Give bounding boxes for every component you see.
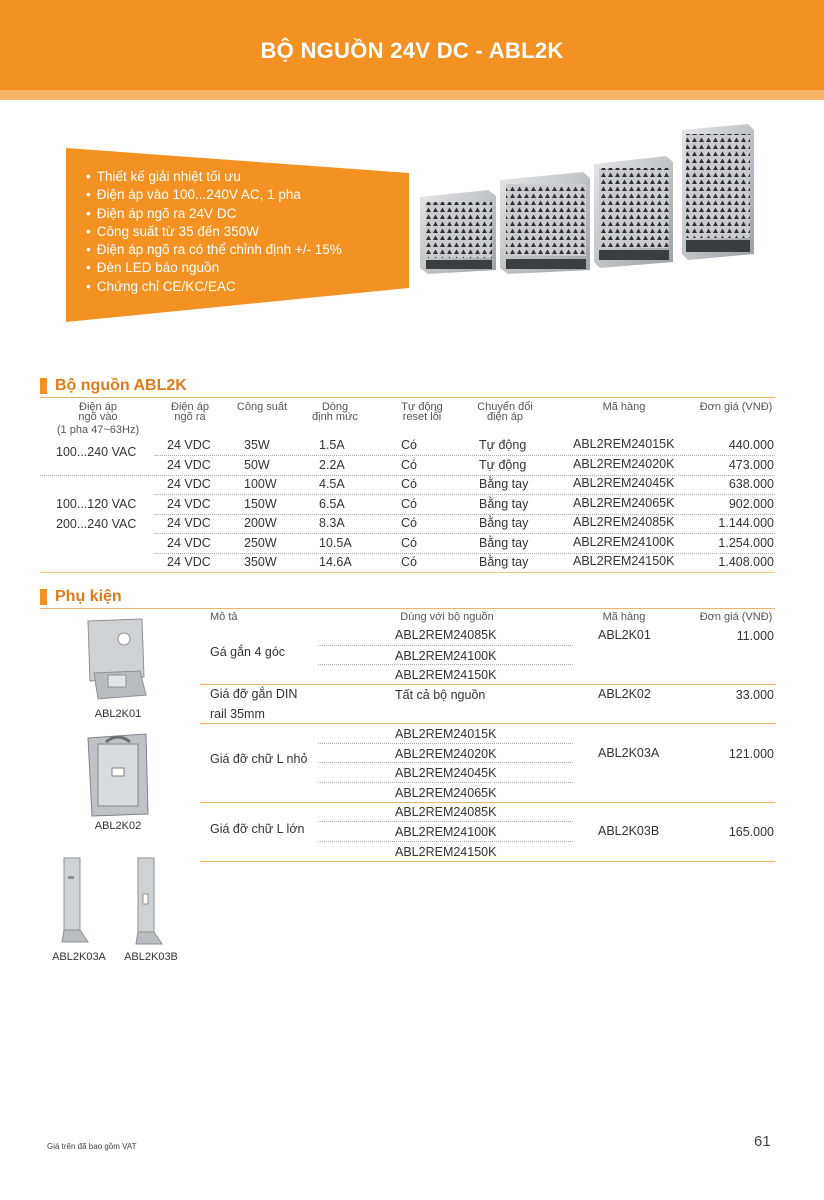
feature-item: • Điện áp ngõ ra 24V DC [86, 205, 342, 223]
col-head-code: Mã hàng [602, 401, 646, 413]
section-accessories-heading [40, 588, 122, 606]
section-rule [40, 397, 775, 398]
section-rule [40, 608, 775, 609]
group-rule [200, 684, 775, 685]
acc-image-label: ABL2K03A [52, 951, 106, 963]
row-divider [155, 533, 775, 534]
col-head-power: Công suất [236, 401, 288, 413]
row-divider [318, 743, 573, 744]
acc-image-label: ABL2K03B [124, 951, 178, 963]
row-divider [318, 841, 573, 842]
section-title: Phụ kiện [55, 588, 122, 605]
feature-list [86, 168, 342, 296]
group-rule [200, 802, 775, 803]
page-number: 61 [754, 1133, 771, 1150]
feature-item: • Công suất từ 35 đến 350W [86, 223, 342, 241]
col-head-price: Đơn giá (VNĐ) [699, 401, 773, 413]
acc-col-head-code: Mã hàng [602, 611, 646, 623]
psu-small-image [420, 190, 496, 274]
section-marker [40, 378, 47, 394]
acc-col-head-price: Đơn giá (VNĐ) [699, 611, 773, 623]
feature-item: • Thiết kế giải nhiệt tối ưu [86, 168, 342, 186]
input-group-label: 200...240 VAC [56, 517, 137, 531]
section-psu-heading [40, 377, 187, 395]
row-divider [318, 762, 573, 763]
vat-footnote: Giá trên đã bao gồm VAT [47, 1142, 137, 1151]
abl2k03a-image [62, 858, 88, 942]
col-head-reset: Tự động reset lỗi [401, 401, 443, 423]
row-divider [155, 494, 775, 495]
acc-image-label: ABL2K02 [94, 820, 142, 832]
col-head-output: Điện áp ngõ ra [171, 401, 209, 423]
abl2k03b-image [136, 858, 162, 944]
feature-item: • Điện áp vào 100...240V AC, 1 pha [86, 186, 342, 204]
row-divider [318, 645, 573, 646]
row-divider [155, 455, 775, 456]
psu-medium-image [500, 172, 590, 274]
page-title: BỘ NGUỒN 24V DC - ABL2K [260, 38, 564, 63]
col-head-switch: Chuyển đổi điện áp [477, 401, 533, 423]
acc-col-head-usage: Dùng với bộ nguồn [400, 611, 494, 623]
input-group-label: 100...240 VAC [56, 445, 137, 459]
header-stripe [0, 90, 824, 100]
row-divider [155, 514, 775, 515]
section-marker [40, 589, 47, 605]
table-bottom-rule [40, 572, 775, 573]
psu-xlarge-image [682, 124, 754, 260]
row-divider [318, 821, 573, 822]
abl2k02-image [88, 734, 148, 816]
product-photo [418, 122, 758, 282]
group-rule [200, 723, 775, 724]
acc-image-label: ABL2K01 [94, 708, 142, 720]
col-head-input: Điện áp ngõ vào (1 pha 47~63Hz) [56, 401, 140, 436]
feature-item: • Đèn LED báo nguồn [86, 259, 342, 277]
input-group-label: 100...120 VAC [56, 497, 137, 511]
feature-item: • Chứng chỉ CE/KC/EAC [86, 278, 342, 296]
col-head-current: Dòng định mức [312, 401, 358, 423]
psu-large-image [594, 156, 673, 268]
section-title: Bộ nguồn ABL2K [55, 377, 187, 394]
row-divider [318, 664, 573, 665]
table-bottom-rule [200, 861, 775, 862]
acc-col-head-desc: Mô tả [210, 611, 238, 623]
abl2k01-image [84, 617, 150, 701]
feature-item: • Điện áp ngõ ra có thể chỉnh định +/- 15% [86, 241, 342, 259]
row-divider [318, 782, 573, 783]
row-divider [155, 553, 775, 554]
